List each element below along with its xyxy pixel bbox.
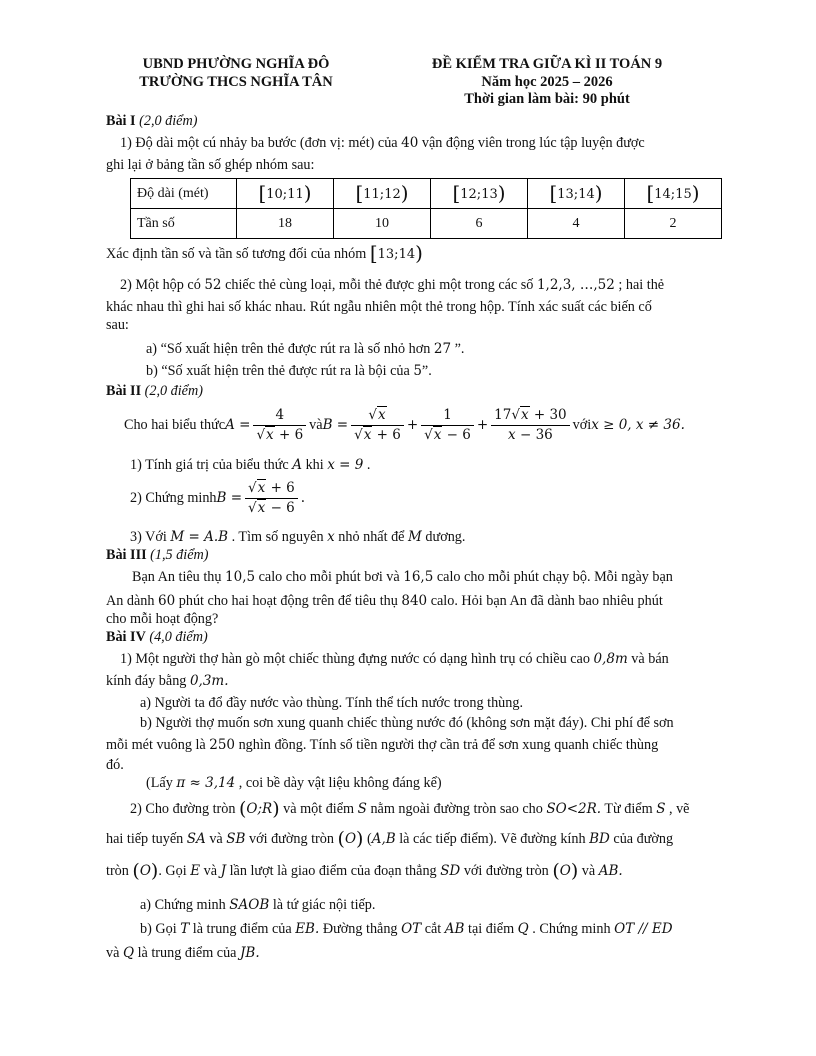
text: là trung điểm của [189, 921, 296, 937]
q2-1 [130, 456, 370, 474]
math-pi: π ≈ 3,14 [176, 775, 236, 791]
section-3-heading [106, 546, 726, 564]
q4-1b-line3: đó. [106, 757, 124, 773]
text: tròn [106, 863, 133, 879]
table-row [131, 179, 722, 209]
math-circle: O [139, 863, 151, 879]
text: 1) Tính giá trị của biểu thức [130, 457, 293, 473]
text: a) “Số xuất hiện trên thẻ được rút ra là số nhỏ hơn [146, 341, 434, 357]
math-circle: O [344, 831, 357, 847]
math-var: S [656, 801, 666, 817]
math-number: 840 [401, 593, 428, 609]
text: và một điểm [279, 801, 358, 817]
table-row [131, 209, 722, 239]
q1-2-line3: sau: [106, 317, 129, 333]
math-var: Q [122, 945, 135, 961]
math-var: AB. [598, 863, 623, 879]
text: . Tìm số nguyên [228, 529, 328, 545]
math-var: SAOB [229, 897, 270, 913]
text: và [309, 417, 323, 433]
text: nhỏ nhất để [334, 529, 409, 545]
table-cell-interval: [10;11) [237, 179, 334, 209]
q3-line2 [106, 592, 726, 610]
text: là các tiếp điểm). Vẽ đường kính [395, 831, 590, 847]
fraction-B1: $\frac{√x}{√x + 6}$ [351, 407, 404, 444]
q1-1-line2: ghi lại ở bảng tần số ghép nhóm sau: [106, 157, 315, 173]
text: cắt [421, 921, 445, 937]
text: hai tiếp tuyến [106, 831, 187, 847]
math-var: S [357, 801, 367, 817]
math-number: 52 [204, 277, 222, 293]
table-cell-frequency: 2 [625, 209, 722, 239]
text: nằm ngoài đường tròn sao cho [366, 801, 547, 817]
expressions-line: Cho hai biểu thức A = $\frac{4}{√x + 6}$ và B = $\frac{√x}{√x + 6}$ + $\frac{1}{√x - 6}$ + $\frac{17√x + 30}{x - 36}$ với x ≥ 0, x ≠ 36. [124, 406, 685, 443]
math-condition: SO<2R. [546, 801, 602, 817]
math-B: B [322, 417, 333, 433]
text: chiếc thẻ cùng loại, mỗi thẻ được ghi một trong các số [221, 277, 537, 293]
text: và [205, 831, 227, 847]
text: , coi bề dày vật liệu không đáng kể) [235, 775, 442, 791]
text: 2) Một hộp có [120, 277, 205, 293]
table-cell-interval: [12;13) [431, 179, 528, 209]
q4-2b-line2 [106, 944, 726, 962]
text: là trung điểm của [134, 945, 241, 961]
math-var: A,B [371, 831, 396, 847]
q2-3 [130, 528, 465, 546]
text: ”. [451, 341, 465, 357]
fraction-A: $\frac{4}{√x + 6}$ [253, 407, 306, 444]
math-sequence: 1,2,3, …,52 [536, 277, 615, 293]
text: là tứ giác nội tiếp. [269, 897, 376, 913]
math-value: 0,8m [593, 651, 628, 667]
math-A: A [225, 417, 235, 433]
math-number: 27 [433, 341, 452, 357]
math-circle: O [559, 863, 571, 879]
q4-2-line3: tròn (O). Gọi E và J lần lượt là giao điểm của đoạn thẳng SD với đường tròn (O) và AB. [106, 860, 623, 882]
q4-2a [140, 896, 375, 914]
section-4-points: (4,0 điểm) [149, 629, 208, 645]
text: tại điểm [464, 921, 518, 937]
q4-1a: a) Người ta đổ đầy nước vào thùng. Tính thể tích nước trong thùng. [140, 695, 523, 711]
ward-name: UBND PHƯỜNG NGHĨA ĐÔ [142, 56, 330, 72]
math-number: 250 [209, 737, 236, 753]
math-var: M [408, 529, 422, 545]
q1-2a [146, 340, 464, 358]
math-var: J [220, 863, 227, 879]
math-number: 10,5 [225, 569, 256, 585]
section-1-title: Bài I [106, 113, 136, 129]
school-header [106, 56, 366, 91]
section-3-points: (1,5 điểm) [150, 547, 209, 563]
text: . [363, 457, 371, 473]
text: của đường [609, 831, 674, 847]
table-cell-interval: [13;14) [528, 179, 625, 209]
text: calo cho mỗi phút chạy bộ. Mỗi ngày bạn [433, 569, 673, 585]
text: lần lượt là giao điểm của đoạn thẳng [226, 863, 441, 879]
table-cell-frequency: 18 [237, 209, 334, 239]
table-cell-frequency: 4 [528, 209, 625, 239]
text: ”. [421, 363, 432, 379]
section-2-title: Bài II [106, 383, 142, 399]
text: ( [363, 831, 372, 847]
text: . Chứng minh [528, 921, 615, 937]
text: 1) Độ dài một cú nhảy ba bước (đơn vị: mét) của [120, 135, 402, 151]
table-row-label: Độ dài (mét) [131, 179, 237, 209]
math-var: SB [226, 831, 246, 847]
text: 2) Chứng minh [130, 490, 217, 506]
fraction-B3: $\frac{17√x + 30}{x - 36}$ [491, 407, 570, 444]
q1-2-line2: khác nhau thì ghi hai số khác nhau. Rút ngẫu nhiên một thẻ trong hộp. Tính xác suất các biến cố [106, 299, 652, 315]
text: b) Gọi [140, 921, 181, 937]
text: với [572, 417, 592, 433]
q3-line1 [132, 568, 673, 586]
text: Bạn An tiêu thụ [132, 569, 226, 585]
time-limit: Thời gian làm bài: 90 phút [464, 91, 630, 107]
q4-1b-line1: b) Người thợ muốn sơn xung quanh chiếc thùng nước đó (không sơn mặt đáy). Chi phí để sơn [140, 715, 674, 731]
math-number: 5 [413, 363, 422, 379]
math-var: JB. [240, 945, 260, 961]
text: calo cho mỗi phút bơi và [255, 569, 404, 585]
math-value: x = 9 [327, 457, 364, 473]
math-var: OT [401, 921, 422, 937]
math-number: 16,5 [403, 569, 434, 585]
text: và bán [627, 651, 669, 667]
text: Đường thẳng [319, 921, 402, 937]
fraction-B2: $\frac{1}{√x - 6}$ [421, 407, 474, 444]
text: ; hai thẻ [614, 277, 665, 293]
math-number: 60 [158, 593, 176, 609]
math-circle: O;R [246, 801, 273, 817]
math-var: SA [186, 831, 206, 847]
text: với đường tròn [460, 863, 553, 879]
table-cell-frequency: 10 [334, 209, 431, 239]
text: với đường tròn [245, 831, 338, 847]
fraction-B-result: $\frac{√x + 6}{√x - 6}$ [245, 480, 298, 517]
text: . Gọi [158, 863, 191, 879]
text: 3) Với [130, 529, 171, 545]
section-2-heading [106, 382, 726, 400]
math-var: BD [589, 831, 610, 847]
math-interval: 13;14 [377, 247, 416, 262]
q1-2b [146, 362, 432, 380]
text: 2) Cho đường tròn [130, 801, 239, 817]
text: kính đáy bằng [106, 673, 190, 689]
text: và [106, 945, 123, 961]
text: b) “Số xuất hiện trên thẻ được rút ra là bội của [146, 363, 414, 379]
math-var: A [292, 457, 303, 473]
math-parallel: OT // ED [614, 921, 673, 937]
text: Từ điểm [601, 801, 657, 817]
q4-1-line2 [106, 672, 726, 690]
text: calo. Hỏi bạn An đã dành bao nhiêu phút [427, 593, 663, 609]
math-var: AB [444, 921, 465, 937]
q4-2b-line1 [140, 920, 673, 938]
math-var: T [180, 921, 190, 937]
text: Cho hai biểu thức [124, 417, 226, 433]
math-number: 40 [401, 135, 419, 151]
text: Xác định tần số và tần số tương đối của nhóm [106, 246, 370, 262]
section-2-points: (2,0 điểm) [144, 383, 203, 399]
school-year: Năm học 2025 – 2026 [481, 73, 613, 90]
q1-2-line1 [120, 276, 664, 294]
table-cell-interval: [14;15) [625, 179, 722, 209]
school-name: TRƯỜNG THCS NGHĨA TÂN [139, 73, 333, 90]
section-1-heading [106, 112, 726, 130]
math-var: SD [440, 863, 461, 879]
text: 1) Một người thợ hàn gò một chiếc thùng đựng nước có dạng hình trụ có chiều cao [120, 651, 594, 667]
q3-line3: cho mỗi hoạt động? [106, 611, 219, 627]
text: mỗi mét vuông là [106, 737, 210, 753]
text: dương. [421, 529, 466, 545]
q2-2: 2) Chứng minh B = $\frac{√x + 6}{√x - 6}$ . [130, 479, 306, 516]
q4-1-note [146, 774, 442, 792]
q1-1-line1 [120, 134, 645, 152]
math-B: B [216, 490, 227, 506]
q1-1-ask: Xác định tần số và tần số tương đối của nhóm [13;14) [106, 241, 423, 265]
table-row-label: Tần số [131, 209, 237, 239]
math-expr: M = A.B [170, 529, 229, 545]
section-4-heading [106, 628, 726, 646]
q4-2-line1: 2) Cho đường tròn (O;R) và một điểm S nằm ngoài đường tròn sao cho SO<2R. Từ điểm S , vẽ [130, 798, 690, 820]
text: nghìn đồng. Tính số tiền người thợ cần trả để sơn xung quanh chiếc thùng [235, 737, 659, 753]
text: a) Chứng minh [140, 897, 230, 913]
math-var: E [190, 863, 201, 879]
text: phút cho hai hoạt động trên để tiêu thụ [175, 593, 402, 609]
math-var: Q [517, 921, 529, 937]
text: khi [302, 457, 328, 473]
frequency-table [130, 178, 722, 239]
q4-1b-line2 [106, 736, 726, 754]
q4-1-line1 [120, 650, 669, 668]
table-cell-frequency: 6 [431, 209, 528, 239]
text: và [578, 863, 599, 879]
section-4-title: Bài IV [106, 629, 146, 645]
exam-title: ĐỀ KIỂM TRA GIỮA KÌ II TOÁN 9 [431, 56, 663, 72]
math-value: 0,3m. [189, 673, 229, 689]
text: và [200, 863, 221, 879]
section-1-points: (2,0 điểm) [139, 113, 198, 129]
section-3-title: Bài III [106, 547, 147, 563]
text: (Lấy [146, 775, 177, 791]
math-var: x [327, 529, 335, 545]
text: , vẽ [665, 801, 690, 817]
table-cell-interval: [11;12) [334, 179, 431, 209]
text: vận động viên trong lúc tập luyện được [418, 135, 645, 151]
math-condition: x ≥ 0, x ≠ 36. [591, 417, 685, 433]
exam-header [402, 56, 692, 109]
text: An dành [106, 593, 159, 609]
q4-2-line2: hai tiếp tuyến SA và SB với đường tròn (O) (A,B là các tiếp điểm). Vẽ đường kính BD của đường [106, 828, 674, 850]
math-var: EB. [295, 921, 320, 937]
